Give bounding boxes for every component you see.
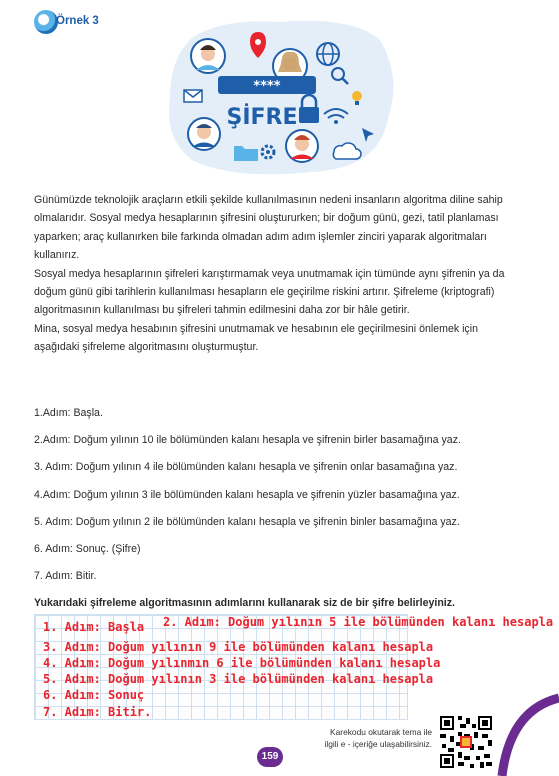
handwritten-answer: 4. Adım: Doğum yılınmın 6 ile bölümünden kalanı hesapla <box>43 656 441 670</box>
avatar-icon <box>188 118 220 150</box>
step-item: 7. Adım: Bitir. <box>34 570 97 583</box>
step-item: 4.Adım: Doğum yılının 3 ile bölümünden kalanı hesapla ve şifrenin yüzler basamağına yaz. <box>34 488 460 501</box>
paragraph: Mina, sosyal medya hesabının şifresini unutmamak ve hesabının ele geçirilmesini önlemek için aşağıdaki şifreleme algoritmasını oluşturmuştur. <box>34 322 478 354</box>
qr-note <box>296 726 432 750</box>
qr-code[interactable] <box>438 714 494 770</box>
step-item: 5. Adım: Doğum yılının 2 ile bölümünden kalanı hesapla ve şifrenin binler basamağına yaz. <box>34 515 460 528</box>
handwritten-answer: 6. Adım: Sonuç <box>43 688 145 702</box>
step-item: 2.Adım: Doğum yılının 10 ile bölümünden kalanı hesapla ve şifrenin birler basamağına yaz. <box>34 434 461 447</box>
handwritten-answer: 1. Adım: Başla <box>43 620 145 634</box>
page-number: 159 <box>257 747 283 767</box>
handwritten-answer: 5. Adım: Doğum yılının 3 ile bölümünden kalanı hesapla <box>43 672 434 686</box>
algorithm-steps <box>34 407 514 597</box>
qr-note-line: ilgili e - içeriğe ulaşabilirsiniz. <box>324 739 432 749</box>
avatar-icon <box>191 39 225 73</box>
paragraph: Günümüzde teknolojik araçların etkili şekilde kullanılmasının nedeni insanların algoritma diline sahip olmalarıdır. Sosyal medya hesaplarının şifresini oluştururken; bir doğum günü, gezi, tatil planlaması yaparken; araç kullanırken bile farkında olmadan adım adım işlemler zinciri yaparak algoritmaları kullanırız. <box>34 194 503 262</box>
exercise-question: Yukarıdaki şifreleme algoritmasının adımlarını kullanarak siz de bir şifre belirleyiniz. <box>34 597 455 609</box>
envelope-icon <box>184 90 202 102</box>
example-badge-icon <box>34 10 58 34</box>
password-illustration <box>162 18 398 178</box>
step-item: 6. Adım: Sonuç. (Şifre) <box>34 542 141 555</box>
step-item: 3. Adım: Doğum yılının 4 ile bölümünden kalanı hesapla ve şifrenin onlar basamağına yaz. <box>34 461 458 474</box>
example-title: Örnek 3 <box>56 15 99 27</box>
paragraph: Sosyal medya hesaplarının şifreleri karıştırmamak veya unutmamak için tümünde aynı şifrenin ya da doğum günü gibi tarihlerin kullanılması hesapların ele geçirilme riskini artırır. Şifreleme (kriptografi) algoritmasının kullanılması bu şifreleri tahmin edilmesini daha zor bir hâle getirir. <box>34 267 505 317</box>
intro-text <box>34 191 508 357</box>
step-item: 1.Adım: Başla. <box>34 407 103 419</box>
qr-note-line: Karekodu okutarak tema ile <box>330 727 432 737</box>
svg-text:****: **** <box>253 79 281 94</box>
password-field <box>218 76 316 94</box>
password-word: ŞİFRE <box>226 105 298 130</box>
handwritten-answer: 3. Adım: Doğum yılının 9 ile bölümünden kalanı hesapla <box>43 640 434 654</box>
handwritten-answer: 7. Adım: Bitir. <box>43 705 152 719</box>
avatar-icon <box>286 130 318 162</box>
handwritten-answer: 2. Adım: Doğum yılının 5 ile bölümünden kalanı hesapla <box>163 615 554 629</box>
